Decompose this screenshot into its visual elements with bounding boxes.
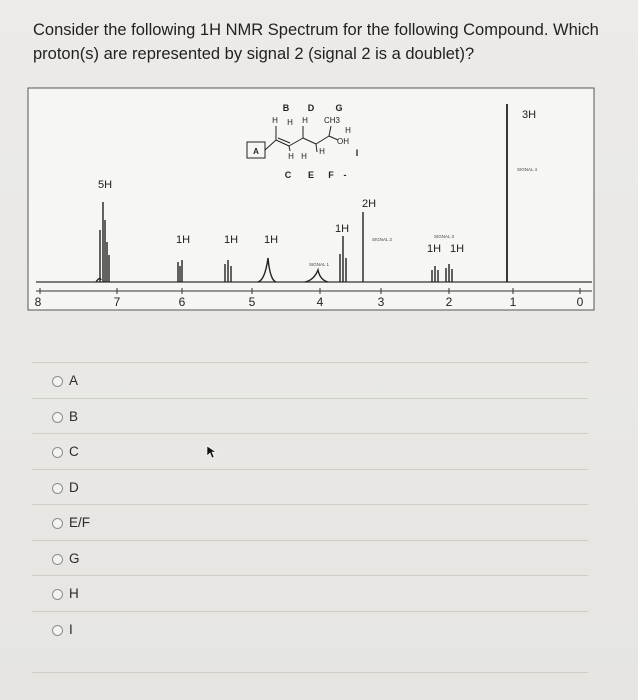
x-tick-label: 0: [576, 295, 584, 309]
radio-button[interactable]: [52, 483, 63, 494]
signal-label: SIGNAL 4: [516, 167, 538, 172]
structure-letter: C: [284, 170, 292, 180]
question-text: Consider the following 1H NMR Spectrum for the following Compound. Which proton(s) are represented by signal 2 (signal 2 is a doublet)?: [33, 21, 599, 63]
nmr-spectrum: [0, 80, 638, 342]
option-e-f[interactable]: [32, 504, 588, 540]
option-a[interactable]: [32, 362, 588, 398]
structure-ch3: CH3: [323, 116, 341, 125]
structure-letter: G: [335, 103, 343, 113]
structure-h: H: [302, 116, 308, 125]
integration-label: 3H: [521, 109, 537, 121]
integration-label: 1H: [223, 234, 239, 246]
option-h[interactable]: [32, 575, 588, 611]
option-b[interactable]: [32, 398, 588, 434]
integration-label: 2H: [361, 198, 377, 210]
option-label: H: [69, 586, 79, 601]
radio-button[interactable]: [52, 447, 63, 458]
structure-h: H: [319, 147, 325, 156]
integration-label: 1H: [449, 243, 465, 255]
structure-oh: OH: [337, 137, 349, 146]
x-tick-label: 7: [113, 295, 121, 309]
radio-button[interactable]: [52, 376, 63, 387]
radio-button[interactable]: [52, 589, 63, 600]
x-tick-label: 3: [377, 295, 385, 309]
option-label: D: [69, 479, 79, 495]
structure-h: H: [288, 152, 294, 161]
mouse-pointer-icon: [206, 445, 218, 459]
radio-button[interactable]: [52, 412, 63, 423]
signal-label: SIGNAL 2: [371, 237, 393, 242]
radio-button[interactable]: [52, 625, 63, 636]
x-tick-label: 1: [509, 295, 517, 309]
divider: [32, 672, 588, 673]
integration-label: 1H: [426, 243, 442, 255]
signal-label: SIGNAL 3: [433, 234, 455, 239]
signal-label: SIGNAL 1: [308, 262, 330, 267]
spectrum-frame: [28, 88, 594, 310]
x-tick-label: 4: [316, 295, 324, 309]
structure-letter: E: [307, 170, 315, 180]
option-label: I: [69, 621, 73, 637]
structure-h: H: [287, 118, 293, 127]
structure-letter: B: [282, 103, 290, 113]
structure-letter: F: [328, 170, 334, 180]
option-label: A: [69, 373, 79, 388]
integration-label: 5H: [97, 179, 113, 191]
integration-label: 1H: [175, 234, 191, 246]
x-tick-label: 8: [34, 295, 42, 309]
answer-options: [32, 362, 588, 646]
option-d[interactable]: [32, 469, 588, 505]
structure-letter: I: [355, 148, 359, 158]
radio-button[interactable]: [52, 554, 63, 565]
option-i[interactable]: [32, 611, 588, 647]
x-tick-label: 2: [445, 295, 453, 309]
structure-h: H: [272, 116, 278, 125]
integration-label: 1H: [334, 223, 350, 235]
option-label: E/F: [69, 515, 91, 530]
option-g[interactable]: [32, 540, 588, 576]
structure-letter: D: [307, 103, 315, 113]
option-label: C: [69, 444, 79, 459]
option-label: B: [69, 408, 79, 424]
structure-letter: -: [343, 170, 347, 180]
radio-button[interactable]: [52, 518, 63, 529]
integration-label: 1H: [263, 234, 279, 246]
option-label: G: [69, 550, 80, 566]
x-tick-label: 5: [248, 295, 256, 309]
ring-label: A: [253, 147, 259, 156]
x-tick-label: 6: [178, 295, 186, 309]
structure-h: H: [301, 152, 307, 161]
option-c[interactable]: [32, 433, 588, 469]
structure-h: H: [345, 126, 351, 135]
